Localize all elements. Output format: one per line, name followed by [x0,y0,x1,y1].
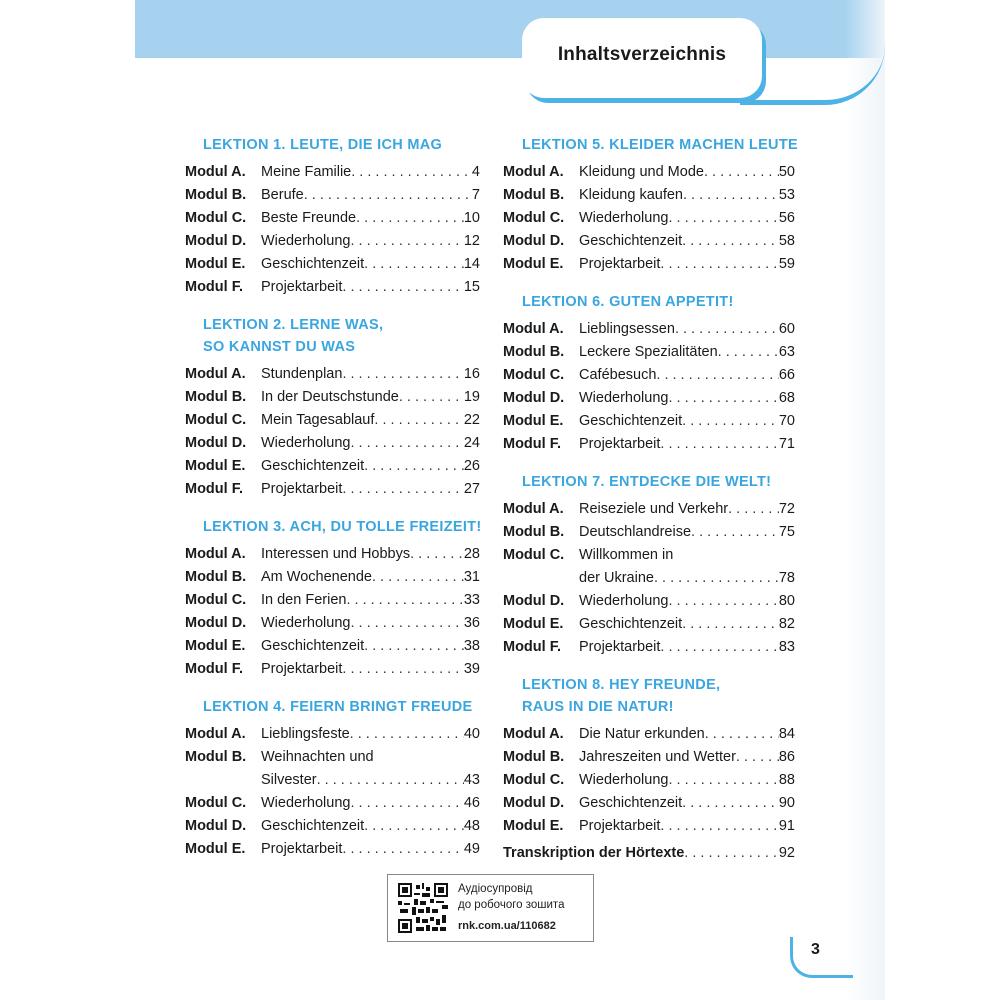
entry-page: 7 [471,187,480,203]
entry-title: Wiederholung [261,435,351,451]
entry-page: 72 [778,501,795,517]
modul-label: Modul C. [185,412,247,428]
entry-page: 66 [778,367,795,383]
entry-page: 33 [463,592,480,608]
modul-label: Modul E. [185,638,246,654]
entry-page: 48 [463,818,480,834]
modul-label: Modul A. [503,164,564,180]
page-title: Inhaltsverzeichnis [557,44,727,65]
dot-leader [728,498,779,520]
lektion-heading: LEKTION 1. LEUTE, DIE ICH MAG [203,137,443,153]
dot-leader [656,364,778,386]
entry-page: 31 [463,569,480,585]
modul-label: Modul F. [185,661,243,677]
entry-page: 43 [463,772,480,788]
toc-entry[interactable] [503,318,795,340]
modul-label: Modul B. [503,749,565,765]
dot-leader [350,723,464,745]
entry-page: 15 [463,279,480,295]
entry-title-line2: der Ukraine [579,570,654,586]
toc-entry[interactable] [503,161,795,183]
toc-entry[interactable] [503,792,795,814]
entry-page: 60 [778,321,795,337]
dot-leader [660,815,778,837]
entry-title: Wiederholung [579,772,669,788]
entry-title: Projektarbeit [579,639,661,655]
dot-leader [410,543,464,565]
toc-entry[interactable] [503,769,795,791]
entry-title: Deutschlandreise [579,524,692,540]
dot-leader [682,230,779,252]
dot-leader [356,207,464,229]
dot-leader [660,636,778,658]
lektion-heading: LEKTION 2. LERNE WAS, [203,317,384,333]
entry-title: Geschichtenzeit [579,233,683,249]
entry-title: In der Deutschstunde [261,389,399,405]
modul-label: Modul A. [503,726,564,742]
entry-page: 92 [778,845,795,861]
entry-title: Projektarbeit [261,481,343,497]
lektion-heading: LEKTION 7. ENTDECKE DIE WELT! [522,474,772,490]
entry-page: 50 [778,164,795,180]
modul-label: Modul A. [185,366,246,382]
toc-entry[interactable] [185,184,480,206]
entry-page: 16 [463,366,480,382]
transkription-title: Transkription der Hörtexte [503,845,685,861]
dot-leader [654,567,779,589]
entry-title: Wiederholung [579,593,669,609]
toc-entry[interactable] [185,455,480,477]
toc-entry[interactable] [185,543,480,565]
lektion-heading: RAUS IN DIE NATUR! [522,699,674,715]
toc-entry[interactable] [185,276,480,298]
entry-title: Jahreszeiten und Wetter [579,749,736,765]
entry-page: 26 [463,458,480,474]
modul-label: Modul B. [503,344,565,360]
dot-leader [342,276,463,298]
entry-title: Meine Familie [261,164,352,180]
entry-page: 63 [778,344,795,360]
dot-leader [691,521,779,543]
lektion-heading: LEKTION 4. FEIERN BRINGT FREUDE [203,699,473,715]
toc-entry[interactable] [503,723,795,745]
dot-leader [372,566,464,588]
entry-page: 19 [463,389,480,405]
toc-entry[interactable] [503,207,795,229]
entry-title: Leckere Spezialitäten [579,344,718,360]
modul-label: Modul A. [185,164,246,180]
dot-leader [304,184,472,206]
audio-box-link[interactable]: rnk.com.ua/110682 [458,920,556,932]
entry-title: Projektarbeit [261,841,343,857]
toc-entry[interactable] [185,478,480,500]
toc-entry[interactable] [503,410,795,432]
toc-entry[interactable] [185,815,480,837]
entry-page: 4 [471,164,480,180]
toc-entry[interactable] [185,409,480,431]
page-number: 3 [811,941,820,958]
dot-leader [342,658,463,680]
entry-title: Kleidung und Mode [579,164,704,180]
toc-entry[interactable] [503,590,795,612]
entry-title: Wiederholung [261,615,351,631]
entry-page: 53 [778,187,795,203]
toc-entry[interactable] [503,815,795,837]
entry-page: 84 [778,726,795,742]
toc-entry[interactable] [503,387,795,409]
modul-label: Modul C. [503,772,565,788]
dot-leader [660,253,778,275]
modul-label: Modul D. [503,593,565,609]
dot-leader [364,455,464,477]
entry-title: In den Ferien [261,592,347,608]
entry-page: 22 [463,412,480,428]
entry-title: Geschichtenzeit [261,638,365,654]
dot-leader [342,838,463,860]
entry-title: Projektarbeit [261,661,343,677]
modul-label: Modul B. [503,524,565,540]
toc-entry[interactable] [185,230,480,252]
toc-entry[interactable] [503,230,795,252]
qr-code-icon[interactable] [398,883,448,933]
entry-page: 75 [778,524,795,540]
modul-label: Modul C. [185,795,247,811]
modul-label: Modul B. [185,187,247,203]
modul-label: Modul F. [503,639,561,655]
entry-page: 71 [778,436,795,452]
dot-leader [718,341,779,363]
toc-entry[interactable] [185,838,480,860]
toc-entry[interactable] [503,433,795,455]
entry-title: Projektarbeit [261,279,343,295]
toc-entry[interactable] [185,566,480,588]
modul-label: Modul C. [503,367,565,383]
toc-entry[interactable] [503,636,795,658]
entry-page: 91 [778,818,795,834]
modul-label: Modul A. [185,726,246,742]
toc-entry[interactable] [503,544,673,566]
entry-title: Geschichtenzeit [261,818,365,834]
entry-page: 82 [778,616,795,632]
entry-page: 40 [463,726,480,742]
lektion-heading: LEKTION 6. GUTEN APPETIT! [522,294,734,310]
entry-title: Geschichtenzeit [261,458,365,474]
modul-label: Modul F. [185,481,243,497]
page-margin [885,0,1000,1000]
modul-label: Modul F. [185,279,243,295]
modul-label: Modul D. [185,615,247,631]
dot-leader [350,230,463,252]
modul-label: Modul D. [185,435,247,451]
entry-page: 24 [463,435,480,451]
modul-label: Modul C. [185,210,247,226]
toc-entry[interactable] [185,432,480,454]
lektion-heading: LEKTION 8. HEY FREUNDE, [522,677,721,693]
dot-leader [364,253,464,275]
modul-label: Modul B. [185,749,247,765]
dot-leader [346,589,463,611]
entry-title: Wiederholung [261,795,351,811]
entry-page: 68 [778,390,795,406]
toc-entry[interactable] [503,364,795,386]
entry-title: Reiseziele und Verkehr [579,501,729,517]
dot-leader [668,207,778,229]
toc-entry[interactable] [185,253,480,275]
entry-title: Die Natur erkunden [579,726,705,742]
entry-title: Kleidung kaufen [579,187,683,203]
toc-entry[interactable] [503,253,795,275]
toc-entry[interactable] [185,161,480,183]
toc-entry[interactable] [185,635,480,657]
entry-title: Berufe [261,187,304,203]
toc-entry[interactable] [503,521,795,543]
toc-entry-continued[interactable] [261,769,480,791]
modul-label: Modul E. [503,818,564,834]
toc-entry[interactable] [185,207,480,229]
toc-entry[interactable] [503,341,795,363]
page-number-corner [790,930,853,978]
entry-page: 78 [778,570,795,586]
entry-title: Geschichtenzeit [579,413,683,429]
entry-page: 14 [463,256,480,272]
toc-entry-transkription[interactable] [503,842,795,864]
toc-entry[interactable] [185,658,480,680]
dot-leader [705,723,779,745]
modul-label: Modul F. [503,436,561,452]
dot-leader [342,363,463,385]
modul-label: Modul D. [185,818,247,834]
dot-leader [682,792,779,814]
toc-entry[interactable] [503,613,795,635]
dot-leader [668,590,778,612]
entry-title: Stundenplan [261,366,343,382]
modul-label: Modul E. [503,413,564,429]
lektion-heading: LEKTION 3. ACH, DU TOLLE FREIZEIT! [203,519,482,535]
dot-leader [317,769,464,791]
entry-title: Geschichtenzeit [261,256,365,272]
entry-title: Wiederholung [261,233,351,249]
modul-label: Modul C. [503,547,565,563]
entry-title: Lieblingsfeste [261,726,350,742]
dot-leader [668,769,778,791]
entry-title: Mein Tagesablauf [261,412,375,428]
entry-title: Geschichtenzeit [579,616,683,632]
entry-page: 46 [463,795,480,811]
dot-leader [668,387,778,409]
dot-leader [350,432,463,454]
modul-label: Modul D. [503,795,565,811]
entry-page: 88 [778,772,795,788]
entry-title: Projektarbeit [579,818,661,834]
dot-leader [682,613,779,635]
toc-entry[interactable] [503,746,795,768]
modul-label: Modul E. [503,256,564,272]
entry-page: 49 [463,841,480,857]
audio-support-box[interactable] [387,874,594,942]
modul-label: Modul B. [185,389,247,405]
entry-title: Projektarbeit [579,256,661,272]
modul-label: Modul E. [185,841,246,857]
modul-label: Modul C. [503,210,565,226]
dot-leader [704,161,779,183]
modul-label: Modul E. [185,458,246,474]
modul-label: Modul D. [185,233,247,249]
modul-label: Modul B. [185,569,247,585]
modul-label: Modul D. [503,390,565,406]
entry-title: Projektarbeit [579,436,661,452]
entry-page: 39 [463,661,480,677]
modul-label: Modul E. [503,616,564,632]
entry-page: 10 [463,210,480,226]
entry-page: 27 [463,481,480,497]
dot-leader [682,410,779,432]
toc-entry[interactable] [185,612,480,634]
modul-label: Modul A. [185,546,246,562]
dot-leader [399,386,464,408]
dot-leader [364,815,464,837]
audio-box-line1: Аудіосупровід [458,883,533,895]
entry-page: 56 [778,210,795,226]
modul-label: Modul B. [503,187,565,203]
entry-title-line2: Silvester [261,772,317,788]
entry-title: Beste Freunde [261,210,357,226]
dot-leader [350,792,463,814]
entry-title: Am Wochenende [261,569,372,585]
toc-entry[interactable] [185,386,480,408]
entry-title: Interessen und Hobbys [261,546,411,562]
dot-leader [736,746,779,768]
toc-entry[interactable] [503,498,795,520]
toc-entry[interactable] [503,184,795,206]
dot-leader [660,433,778,455]
audio-box-line2: до робочого зошита [458,899,565,911]
modul-label: Modul E. [185,256,246,272]
modul-label: Modul C. [185,592,247,608]
entry-title: Lieblingsessen [579,321,675,337]
entry-title: Weihnachten und [261,749,374,765]
entry-page: 70 [778,413,795,429]
entry-page: 38 [463,638,480,654]
dot-leader [684,842,779,864]
toc-entry-continued[interactable] [579,567,795,589]
toc-entry[interactable] [185,589,480,611]
dot-leader [342,478,463,500]
entry-page: 59 [778,256,795,272]
modul-label: Modul A. [503,501,564,517]
entry-title: Cafébesuch [579,367,657,383]
entry-page: 36 [463,615,480,631]
entry-page: 83 [778,639,795,655]
page-edge-shadow [845,0,885,1000]
dot-leader [350,612,463,634]
dot-leader [683,184,779,206]
toc-entry[interactable] [185,792,480,814]
modul-label: Modul D. [503,233,565,249]
entry-page: 28 [463,546,480,562]
dot-leader [675,318,779,340]
entry-page: 86 [778,749,795,765]
entry-title: Geschichtenzeit [579,795,683,811]
lektion-heading: SO KANNST DU WAS [203,339,356,355]
dot-leader [374,409,463,431]
entry-title: Willkommen in [579,547,674,563]
dot-leader [364,635,464,657]
lektion-heading: LEKTION 5. KLEIDER MACHEN LEUTE [522,137,798,153]
toc-entry[interactable] [185,746,374,768]
modul-label: Modul A. [503,321,564,337]
entry-page: 90 [778,795,795,811]
toc-entry[interactable] [185,363,480,385]
entry-page: 58 [778,233,795,249]
dot-leader [351,161,472,183]
entry-page: 80 [778,593,795,609]
toc-entry[interactable] [185,723,480,745]
entry-page: 12 [463,233,480,249]
entry-title: Wiederholung [579,390,669,406]
entry-title: Wiederholung [579,210,669,226]
